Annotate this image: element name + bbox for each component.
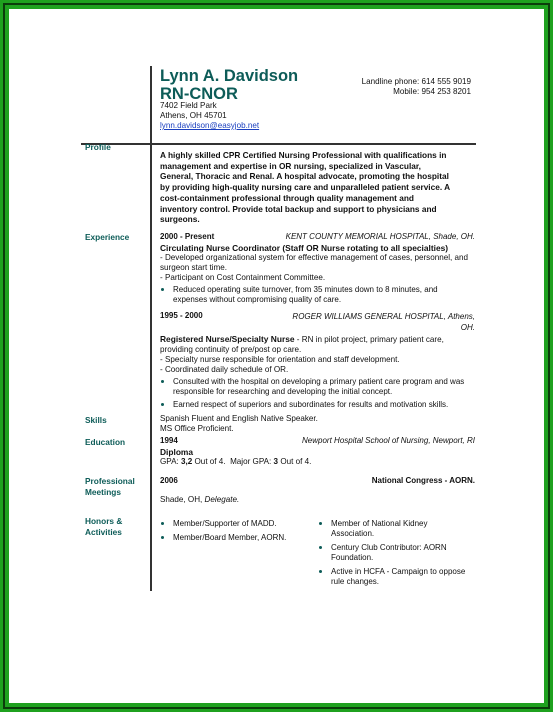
- job-employer: [292, 311, 475, 333]
- address-block: [160, 101, 259, 131]
- profile-line: cost-containment professional through quality management and: [160, 192, 415, 203]
- profile-line: A highly skilled CPR Certified Nursing Professional with qualifications in: [160, 150, 447, 160]
- profile-line: management and expertise in OR nursing, specialized in Vascular,: [160, 160, 421, 171]
- bullet-line: Reduced operating suite turnover, from 35 minutes down to 8 minutes, and: [173, 285, 438, 294]
- skill-line: MS Office Proficient.: [160, 424, 234, 433]
- meeting-location: Shade, OH,: [160, 495, 203, 504]
- profile-line: surgeons.: [160, 214, 200, 225]
- job-1: [160, 232, 475, 306]
- education-header: [160, 436, 475, 447]
- employer-line: OH.: [460, 323, 475, 332]
- job-dates: 2000 - Present: [160, 232, 215, 241]
- honors-list: [318, 519, 468, 587]
- list-item: [160, 519, 310, 529]
- list-item: [160, 533, 310, 543]
- meeting-detail: [160, 495, 475, 505]
- desc-line: - Coordinated daily schedule of OR.: [160, 365, 289, 374]
- phone-block: [362, 77, 471, 97]
- meeting-header: [160, 476, 475, 487]
- honor-line: Active in HCFA - Campaign to oppose: [331, 567, 466, 576]
- mobile-phone: Mobile: 954 253 8201: [393, 87, 471, 96]
- honors-right-column: [318, 517, 468, 588]
- bullet-line: Consulted with the hospital on developing a primary patient care program and was: [173, 377, 465, 386]
- header-divider: [81, 143, 476, 145]
- bullet-line: expenses without compromising quality of care.: [173, 295, 342, 304]
- gpa-label: GPA:: [160, 457, 179, 466]
- list-item: [160, 400, 475, 410]
- meeting-event: National Congress - AORN.: [371, 476, 475, 485]
- job-description: [160, 253, 475, 283]
- section-label-meetings: [85, 476, 135, 498]
- bullet-icon: [161, 522, 164, 525]
- bullet-icon: [161, 403, 164, 406]
- profile-line: General, Thoracic and Renal. A hospital advocate, promoting the hospital: [160, 171, 449, 182]
- label-line: Professional: [85, 476, 135, 486]
- job-header: [160, 232, 475, 243]
- meeting-year: 2006: [160, 476, 178, 485]
- list-item: [318, 543, 468, 563]
- bullet-icon: [319, 546, 322, 549]
- honor-line: Member/Board Member, AORN.: [173, 533, 287, 542]
- gpa-out-of: Out of 4.: [194, 457, 226, 466]
- name-text: Lynn A. Davidson: [160, 67, 299, 85]
- job-title-line: [160, 334, 475, 345]
- section-label-profile: Profile: [85, 142, 111, 152]
- label-line: Honors &: [85, 516, 123, 526]
- desc-line: - Participant on Cost Containment Committee.: [160, 273, 326, 282]
- label-line: Meetings: [85, 487, 121, 497]
- profile-line: inventory control. Provide total backup and support to physicians and: [160, 203, 437, 214]
- bullet-icon: [161, 288, 164, 291]
- list-item: [318, 567, 468, 587]
- desc-line: providing continuity of pre/post op care.: [160, 345, 302, 354]
- address-line-1: 7402 Field Park: [160, 101, 217, 110]
- job-title: Circulating Nurse Coordinator (Staff OR Nurse rotating to all specialties): [160, 243, 449, 253]
- candidate-name: [160, 67, 298, 103]
- meeting-role: Delegate.: [204, 495, 240, 504]
- bullet-line: responsible for researching and developing the initial concept.: [173, 387, 393, 396]
- section-label-education: Education: [85, 437, 126, 447]
- bullet-line: Earned respect of superiors and subordinates for results and motivation skills.: [173, 400, 449, 409]
- job-description: [160, 345, 475, 375]
- education-year: 1994: [160, 436, 178, 445]
- honor-line: Century Club Contributor: AORN: [331, 543, 447, 552]
- gpa-line: [160, 457, 475, 467]
- bullet-icon: [161, 536, 164, 539]
- major-gpa-out-of: Out of 4.: [280, 457, 312, 466]
- list-item: [160, 377, 475, 397]
- education-degree: Diploma: [160, 447, 194, 457]
- landline-phone: Landline phone: 614 555 9019: [361, 77, 471, 86]
- job-bullets: [160, 377, 475, 410]
- desc-line: surgeon start time.: [160, 263, 228, 272]
- honor-line: Member of National Kidney: [331, 519, 428, 528]
- honor-line: Foundation.: [331, 553, 374, 562]
- section-label-skills: Skills: [85, 415, 107, 425]
- job-bullets: [160, 285, 475, 305]
- section-label-honors: [85, 516, 122, 538]
- job-title-desc: - RN in pilot project, primary patient care,: [296, 335, 444, 344]
- list-item: [160, 285, 475, 305]
- profile-summary: [160, 150, 475, 225]
- resume-page: [9, 9, 544, 703]
- major-gpa-label: Major GPA:: [230, 457, 272, 466]
- desc-line: - Specialty nurse responsible for orientation and staff development.: [160, 355, 400, 364]
- email-link[interactable]: lynn.davidson@easyjob.net: [160, 121, 260, 130]
- skills-block: [160, 414, 475, 434]
- skill-line: Spanish Fluent and English Native Speaker.: [160, 414, 318, 423]
- vertical-divider: [150, 66, 152, 591]
- gpa-value: 3,2: [181, 457, 193, 466]
- honor-line: Member/Supporter of MADD.: [173, 519, 277, 528]
- meetings-block: [160, 476, 475, 505]
- education-block: [160, 436, 475, 467]
- education-school: Newport Hospital School of Nursing, Newport, RI: [302, 436, 475, 445]
- profile-line: by providing high-quality nursing care and unparalleled patient service. A: [160, 182, 451, 193]
- credential-text: RN-CNOR: [160, 85, 238, 103]
- honors-left-column: [160, 517, 310, 544]
- section-label-experience: Experience: [85, 232, 130, 242]
- major-gpa-value: 3: [273, 457, 279, 466]
- job-dates: 1995 - 2000: [160, 311, 203, 320]
- job-2: [160, 311, 475, 411]
- bullet-icon: [319, 570, 322, 573]
- list-item: [318, 519, 468, 539]
- employer-line: ROGER WILLIAMS GENERAL HOSPITAL, Athens,: [292, 312, 475, 321]
- job-header: [160, 311, 475, 333]
- honors-list: [160, 519, 310, 543]
- label-line: Activities: [85, 527, 122, 537]
- bullet-icon: [161, 380, 164, 383]
- job-title: Registered Nurse/Specialty Nurse: [160, 334, 295, 344]
- honor-line: rule changes.: [331, 577, 380, 586]
- bullet-icon: [319, 522, 322, 525]
- desc-line: - Developed organizational system for effective management of cases, personnel, and: [160, 253, 469, 262]
- honor-line: Association.: [331, 529, 375, 538]
- address-line-2: Athens, OH 45701: [160, 111, 227, 120]
- job-employer: KENT COUNTY MEMORIAL HOSPITAL, Shade, OH.: [285, 232, 475, 241]
